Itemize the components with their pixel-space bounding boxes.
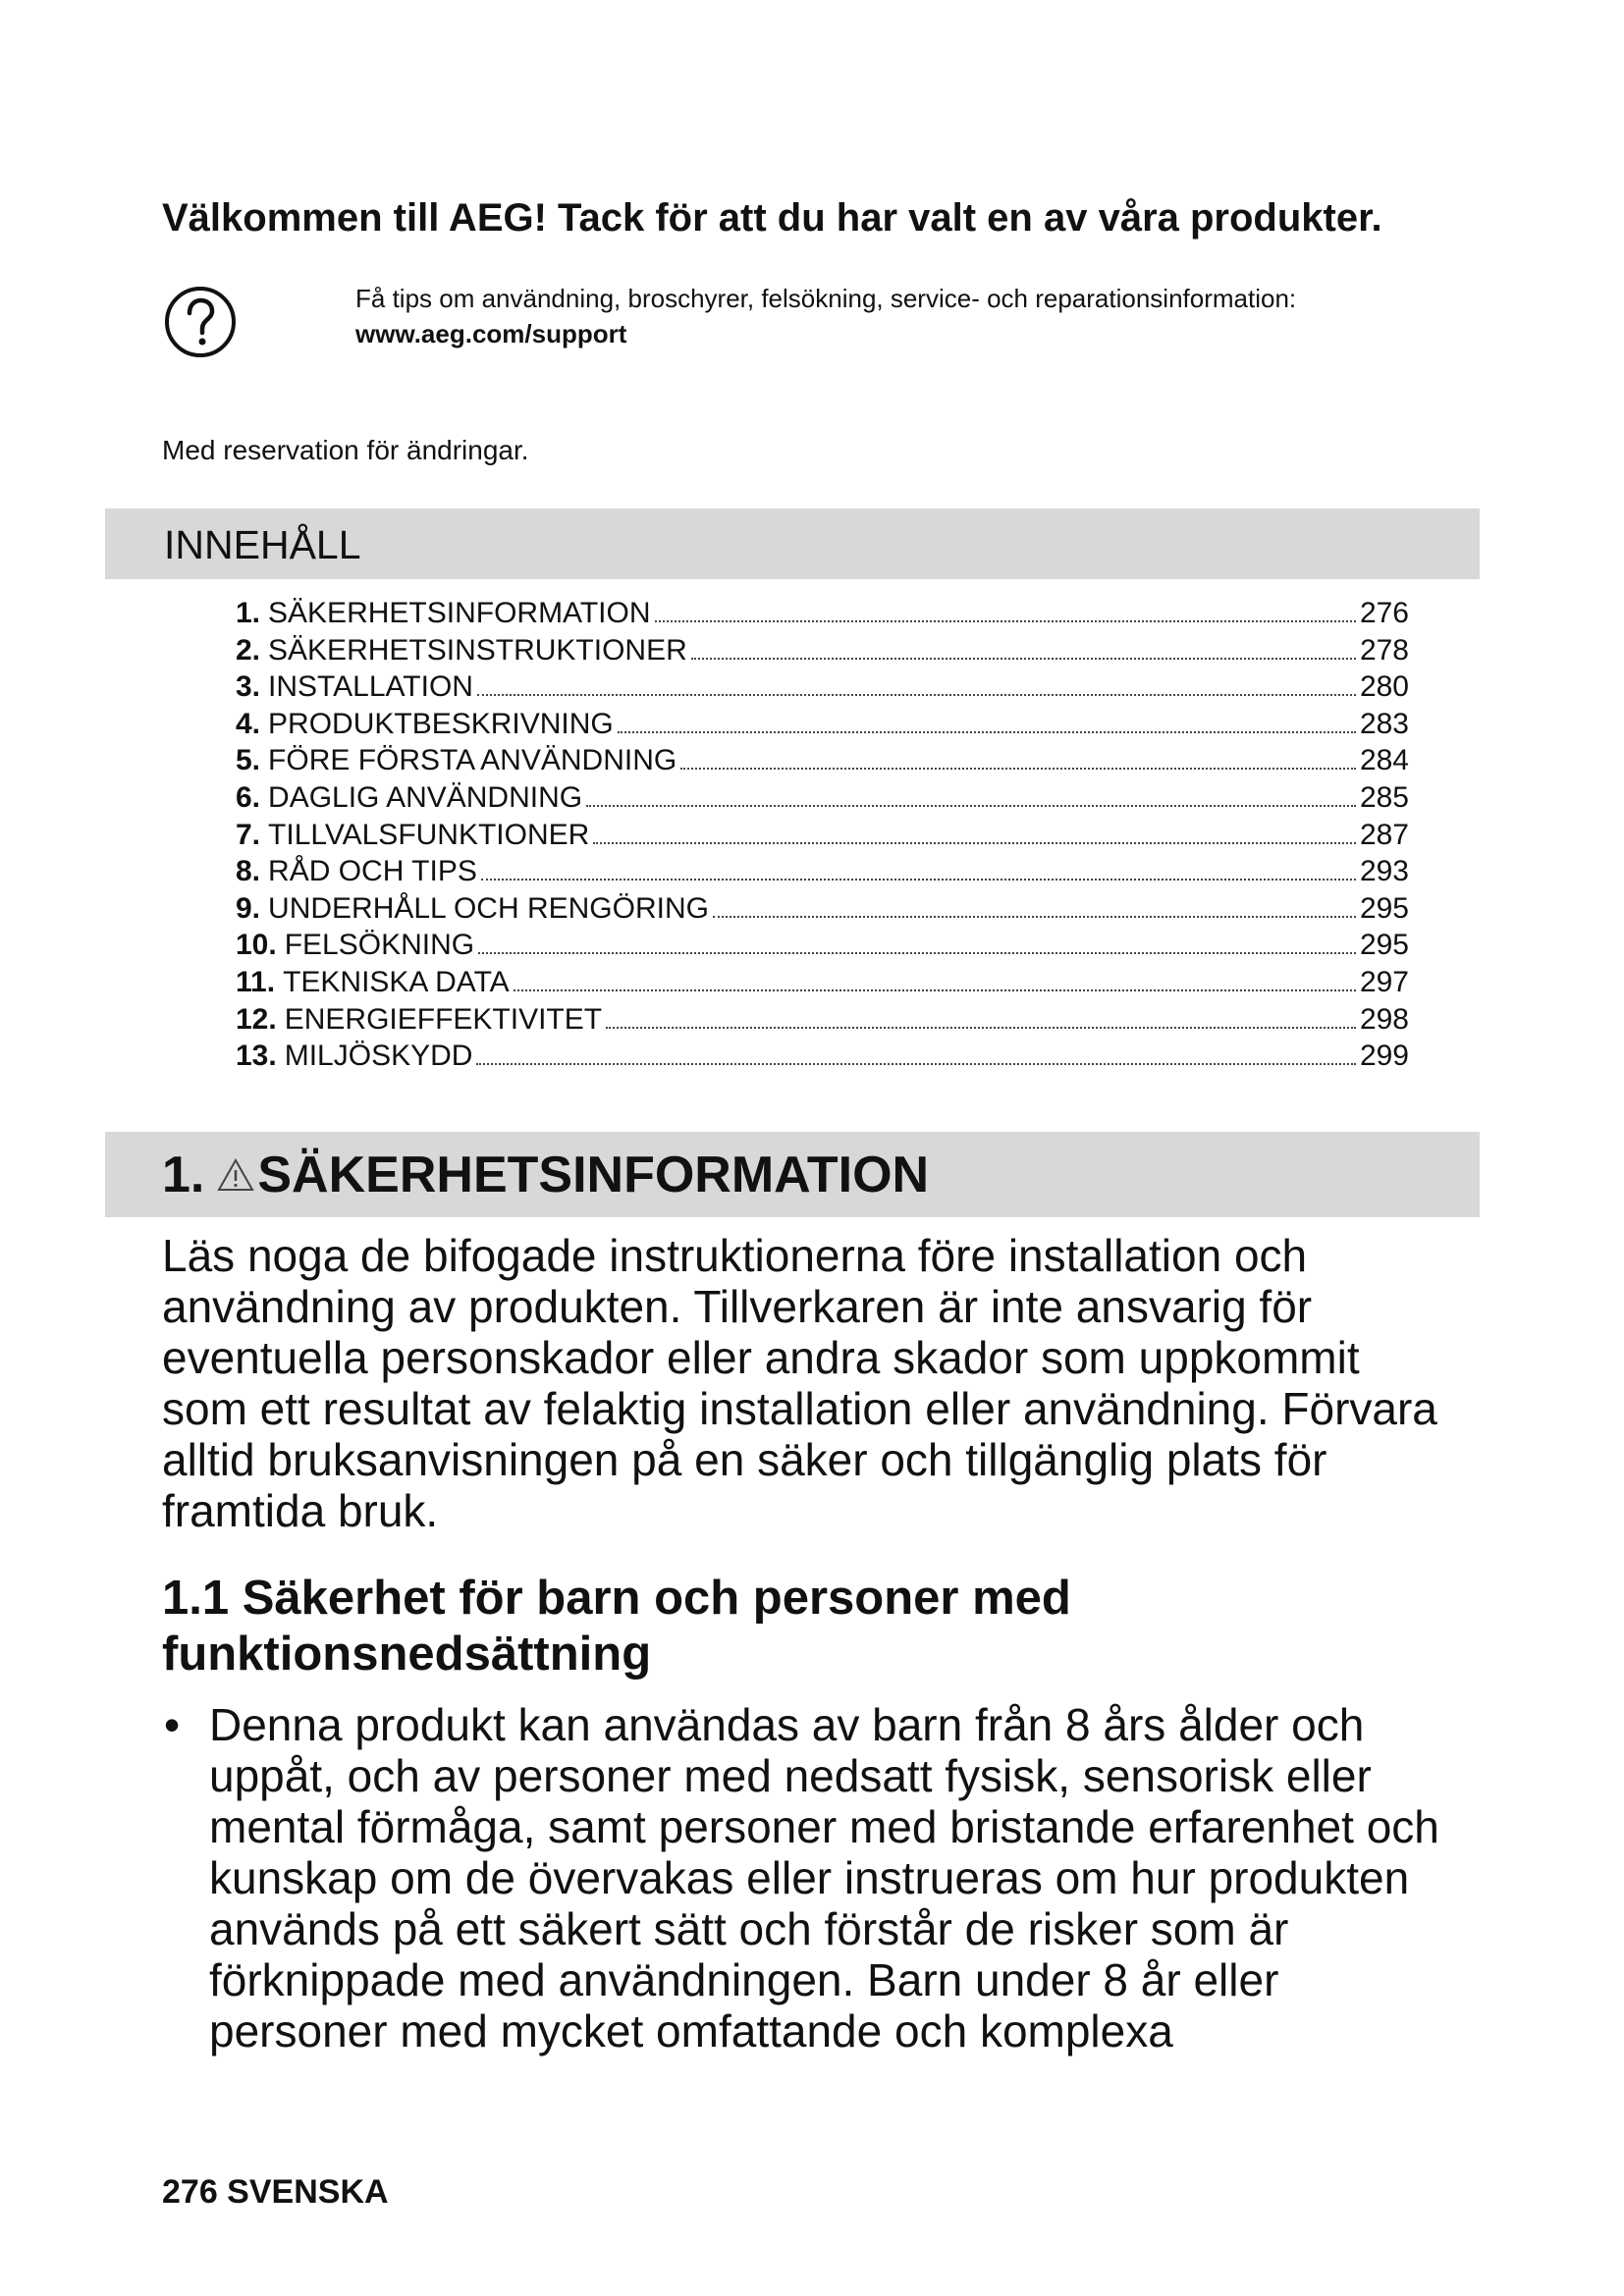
toc-item-number: 1. bbox=[236, 597, 261, 629]
toc-leader-dots bbox=[586, 805, 1356, 807]
toc-item-title: INSTALLATION bbox=[268, 670, 473, 704]
toc-leader-dots bbox=[618, 731, 1356, 733]
section-header bbox=[105, 1132, 1480, 1217]
toc-item-number: 4. bbox=[236, 707, 261, 740]
toc-item[interactable] bbox=[236, 781, 1409, 819]
section-title bbox=[162, 1146, 929, 1204]
toc-leader-dots bbox=[713, 916, 1356, 918]
toc-leader-dots bbox=[606, 1027, 1356, 1029]
toc-title: INNEHÅLL bbox=[164, 522, 361, 567]
toc-leader-dots bbox=[691, 658, 1356, 660]
toc-leader-dots bbox=[655, 620, 1356, 622]
toc-item-number: 5. bbox=[236, 744, 261, 777]
bullet-dot: • bbox=[164, 1699, 181, 1750]
toc-item-page: 285 bbox=[1359, 780, 1409, 814]
toc-item[interactable] bbox=[236, 892, 1409, 930]
warning-triangle-icon bbox=[216, 1157, 255, 1193]
toc-item[interactable] bbox=[236, 966, 1409, 1003]
reservation-note: Med reservation för ändringar. bbox=[162, 435, 529, 465]
toc-item-page: 295 bbox=[1359, 891, 1409, 925]
toc-item-page: 278 bbox=[1359, 633, 1409, 667]
toc-item-number: 6. bbox=[236, 780, 261, 814]
toc-item-title: MILJÖSKYDD bbox=[284, 1040, 473, 1073]
toc-header bbox=[105, 508, 1480, 579]
table-of-contents bbox=[236, 597, 1409, 1077]
toc-item-number: 3. bbox=[236, 670, 261, 704]
toc-leader-dots bbox=[477, 694, 1356, 696]
toc-item-page: 297 bbox=[1359, 965, 1409, 998]
toc-item-number: 7. bbox=[236, 818, 261, 851]
toc-item[interactable] bbox=[236, 929, 1409, 966]
toc-item[interactable] bbox=[236, 634, 1409, 671]
subheading: 1.1 Säkerhet för barn och personer med funktionsnedsättning bbox=[162, 1572, 1071, 1681]
toc-item-number: 13. bbox=[236, 1040, 277, 1073]
support-text: Få tips om användning, broschyrer, felsökning, service- och reparationsinformation: bbox=[355, 284, 1297, 313]
toc-item-title: SÄKERHETSINFORMATION bbox=[268, 597, 651, 629]
support-link[interactable]: www.aeg.com/support bbox=[355, 319, 627, 348]
toc-item[interactable] bbox=[236, 1003, 1409, 1041]
toc-leader-dots bbox=[514, 989, 1356, 991]
toc-item[interactable] bbox=[236, 819, 1409, 856]
toc-leader-dots bbox=[481, 879, 1356, 881]
section-number: 1. bbox=[162, 1147, 205, 1203]
toc-item-page: 298 bbox=[1359, 1002, 1409, 1036]
toc-leader-dots bbox=[593, 842, 1356, 844]
toc-item-page: 283 bbox=[1359, 707, 1409, 740]
toc-item-title: UNDERHÅLL OCH RENGÖRING bbox=[268, 891, 709, 925]
bullet-text: Denna produkt kan användas av barn från 8 års ålder och uppåt, och av personer med nedsatt fysisk, sensorisk eller mental förmåga, samt personer med bristande erfarenhet och kunskap om de övervakas eller instrueras om hur produkten används på ett säkert sätt och förstår de risker som är förknippade med användningen. Barn under 8 år eller personer med mycket omfattande och komplexa bbox=[209, 1699, 1439, 2056]
support-info bbox=[355, 281, 1296, 351]
toc-leader-dots bbox=[476, 1063, 1356, 1065]
toc-item-title: PRODUKTBESKRIVNING bbox=[268, 707, 614, 740]
toc-item-title: FÖRE FÖRSTA ANVÄNDNING bbox=[268, 744, 677, 777]
toc-item-title: TEKNISKA DATA bbox=[283, 965, 510, 998]
toc-item-title: DAGLIG ANVÄNDNING bbox=[268, 780, 583, 814]
bullet-item bbox=[162, 1699, 1458, 2056]
section-title-text: SÄKERHETSINFORMATION bbox=[257, 1147, 930, 1203]
toc-item-title: TILLVALSFUNKTIONER bbox=[268, 818, 590, 851]
page-footer: 276 SVENSKA bbox=[162, 2173, 389, 2211]
toc-item[interactable] bbox=[236, 744, 1409, 781]
toc-item-page: 295 bbox=[1359, 929, 1409, 962]
toc-item-page: 284 bbox=[1359, 744, 1409, 777]
intro-paragraph: Läs noga de bifogade instruktionerna före installation och användning av produkten. Tillverkaren är inte ansvarig för eventuella personskador eller andra skador som uppkommit som ett resultat av felaktig installation eller användning. Förvara alltid bruksanvisningen på en säker och tillgänglig plats för framtida bruk. bbox=[162, 1230, 1437, 1536]
toc-item-number: 12. bbox=[236, 1002, 277, 1036]
toc-item-number: 10. bbox=[236, 929, 277, 962]
toc-item-number: 8. bbox=[236, 855, 261, 888]
toc-item-title: ENERGIEFFEKTIVITET bbox=[284, 1002, 603, 1036]
toc-item-title: SÄKERHETSINSTRUKTIONER bbox=[268, 633, 687, 667]
toc-item-page: 276 bbox=[1359, 597, 1409, 629]
welcome-heading: Välkommen till AEG! Tack för att du har valt en av våra produkter. bbox=[162, 196, 1382, 240]
toc-item-page: 280 bbox=[1359, 670, 1409, 704]
question-circle-icon bbox=[163, 285, 238, 359]
toc-item[interactable] bbox=[236, 855, 1409, 892]
toc-item[interactable] bbox=[236, 708, 1409, 745]
toc-item[interactable] bbox=[236, 670, 1409, 708]
toc-leader-dots bbox=[478, 952, 1356, 954]
toc-leader-dots bbox=[680, 768, 1356, 770]
toc-item-title: FELSÖKNING bbox=[284, 929, 475, 962]
toc-item[interactable] bbox=[236, 597, 1409, 634]
toc-item-number: 11. bbox=[236, 965, 276, 998]
toc-item-page: 287 bbox=[1359, 818, 1409, 851]
toc-item-number: 9. bbox=[236, 891, 261, 925]
toc-item-number: 2. bbox=[236, 633, 261, 667]
toc-item[interactable] bbox=[236, 1040, 1409, 1077]
toc-item-page: 293 bbox=[1359, 855, 1409, 888]
toc-item-title: RÅD OCH TIPS bbox=[268, 855, 477, 888]
toc-item-page: 299 bbox=[1359, 1040, 1409, 1073]
